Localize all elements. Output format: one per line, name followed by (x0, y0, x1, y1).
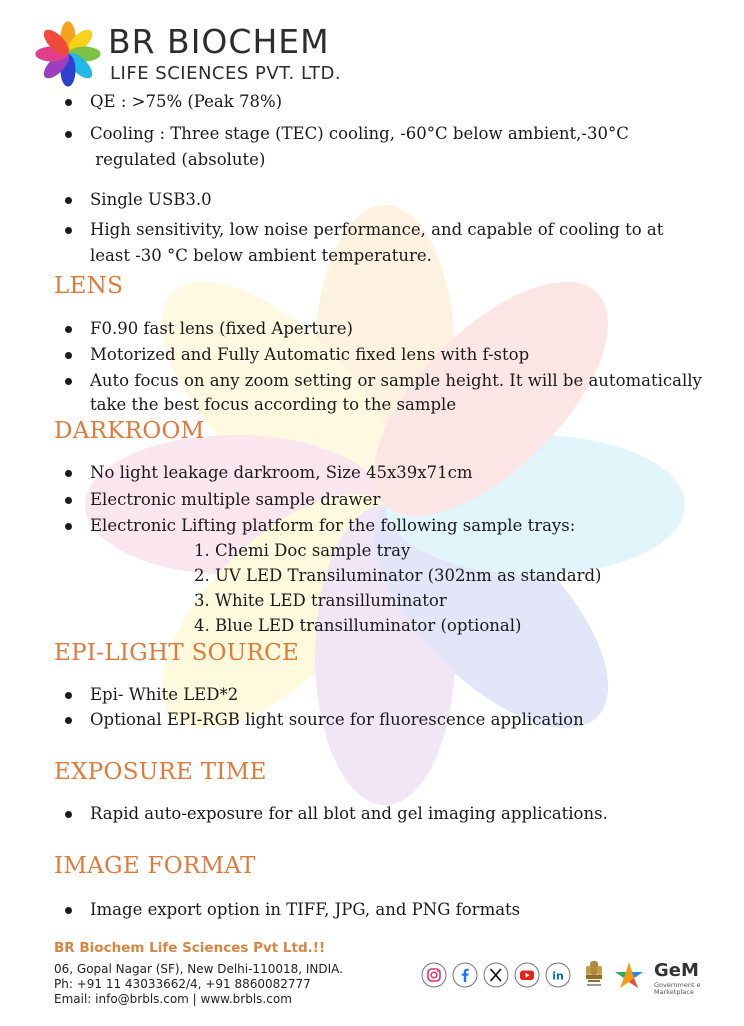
list-item (90, 121, 629, 173)
footer-address: 06, Gopal Nagar (SF), New Delhi-110018, INDIA. (54, 962, 343, 976)
bullet-text: High sensitivity, low noise performance, and capable of cooling to at (90, 220, 664, 239)
bullet-text-continued: least -30 °C below ambient temperature. (90, 246, 432, 265)
gem-title: GeM (654, 960, 699, 981)
bullet-text: QE : >75% (Peak 78%) (90, 92, 283, 111)
svg-text:in: in (552, 969, 564, 983)
numbered-item: 4. Blue LED transilluminator (optional) (194, 616, 522, 635)
list-item (90, 801, 608, 827)
gem-logo-icon (612, 960, 646, 990)
brand-title: BR BIOCHEM (108, 22, 330, 61)
section-heading-image-format: IMAGE FORMAT (54, 853, 256, 879)
national-emblem-icon (581, 958, 607, 992)
list-item (90, 707, 584, 733)
bullet-text: Rapid auto-exposure for all blot and gel imaging applications. (90, 804, 608, 823)
list-item (90, 368, 702, 416)
bullet-text-continued: regulated (absolute) (90, 150, 266, 169)
brand-subtitle: LIFE SCIENCES PVT. LTD. (110, 63, 342, 84)
list-item (90, 316, 353, 342)
footer-company-name: BR Biochem Life Sciences Pvt Ltd.!! (54, 940, 326, 956)
list-item (90, 187, 212, 213)
facebook-icon[interactable] (452, 962, 478, 988)
bullet-text: Image export option in TIFF, JPG, and PNG formats (90, 900, 521, 919)
bullet-text: Optional EPI-RGB light source for fluorescence application (90, 710, 584, 729)
company-logo-icon (34, 20, 102, 88)
list-item (90, 342, 529, 368)
bullet-text: Electronic Lifting platform for the following sample trays: (90, 516, 576, 535)
bullet-text: Auto focus on any zoom setting or sample height. It will be automatically (90, 371, 702, 390)
list-item (90, 89, 282, 115)
numbered-item: 1. Chemi Doc sample tray (194, 541, 411, 560)
section-heading-lens: LENS (54, 273, 124, 299)
bullet-text: Electronic multiple sample drawer (90, 490, 381, 509)
list-item (90, 460, 472, 486)
bullet-text: F0.90 fast lens (fixed Aperture) (90, 319, 353, 338)
instagram-icon[interactable] (421, 962, 447, 988)
bullet-text-continued: take the best focus according to the sample (90, 395, 457, 414)
bullet-text: Motorized and Fully Automatic fixed lens with f-stop (90, 345, 530, 364)
list-item (90, 217, 663, 269)
list-item (90, 487, 380, 513)
section-heading-darkroom: DARKROOM (54, 418, 205, 444)
list-item (90, 513, 575, 539)
section-heading-epi-light: EPI-LIGHT SOURCE (54, 640, 300, 666)
footer-phone: Ph: +91 11 43033662/4, +91 8860082777 (54, 977, 311, 991)
list-item (90, 682, 238, 708)
gem-subtitle: Government e Marketplace (654, 981, 701, 996)
bullet-text: No light leakage darkroom, Size 45x39x71cm (90, 463, 473, 482)
footer-email: Email: info@brbls.com | www.brbls.com (54, 992, 292, 1006)
youtube-icon[interactable] (514, 962, 540, 988)
bullet-text: Cooling : Three stage (TEC) cooling, -60°C below ambient,-30°C (90, 124, 629, 143)
x-icon[interactable] (483, 962, 509, 988)
section-heading-exposure: EXPOSURE TIME (54, 759, 267, 785)
linkedin-icon[interactable] (545, 962, 571, 988)
numbered-item: 3. White LED transilluminator (194, 591, 447, 610)
bullet-text: Single USB3.0 (90, 190, 212, 209)
list-item (90, 897, 520, 923)
bullet-text: Epi- White LED*2 (90, 685, 239, 704)
numbered-item: 2. UV LED Transiluminator (302nm as standard) (194, 566, 602, 585)
